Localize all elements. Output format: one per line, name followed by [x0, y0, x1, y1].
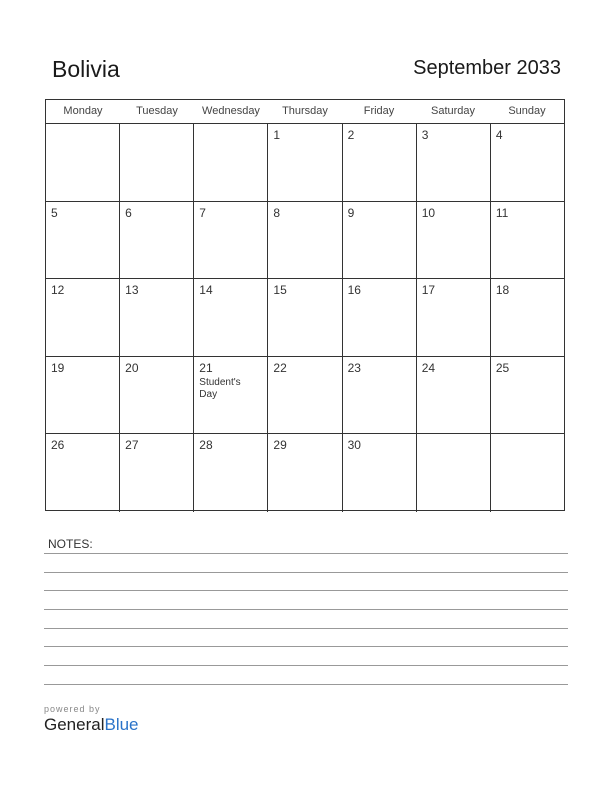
day-number: 17 — [421, 283, 436, 298]
note-line — [44, 665, 568, 666]
day-number: 4 — [495, 128, 503, 142]
day-number: 14 — [199, 283, 213, 298]
day-cell — [417, 202, 491, 279]
weekday-wednesday: Wednesday — [202, 105, 260, 117]
note-line — [44, 684, 568, 685]
week-row — [46, 357, 564, 435]
day-number: 19 — [51, 360, 65, 375]
weekday-thursday: Thursday — [282, 105, 328, 117]
holiday-label: Student's Day — [199, 376, 241, 400]
weekday-saturday: Saturday — [430, 105, 476, 117]
day-cell — [268, 279, 342, 356]
weekday-sunday: Sunday — [508, 105, 546, 117]
day-number: 24 — [421, 360, 436, 375]
weekday-tuesday: Tuesday — [136, 105, 178, 117]
powered-by-text: powered by — [44, 704, 101, 714]
day-cell — [491, 434, 564, 512]
day-cell — [343, 434, 417, 512]
note-line — [44, 572, 568, 573]
logo-blue: Blue — [104, 715, 139, 734]
day-number: 30 — [347, 438, 361, 453]
day-cell — [491, 202, 564, 279]
week-row — [46, 202, 564, 280]
day-number: 7 — [199, 205, 206, 220]
calendar-grid — [45, 99, 565, 511]
day-number: 10 — [421, 205, 436, 220]
day-cell — [194, 434, 268, 512]
day-number: 3 — [421, 128, 429, 142]
week-row — [46, 279, 564, 357]
day-cell — [491, 124, 564, 201]
day-cell — [491, 357, 564, 434]
notes-label: NOTES: — [48, 537, 93, 551]
day-cell — [268, 357, 342, 434]
day-number: 29 — [273, 438, 287, 453]
day-cell — [194, 357, 268, 434]
day-cell — [268, 434, 342, 512]
day-cell — [194, 124, 268, 201]
day-cell — [343, 202, 417, 279]
day-number: 21 — [199, 360, 213, 375]
day-cell — [417, 279, 491, 356]
day-number: 26 — [51, 438, 65, 453]
day-cell — [46, 434, 120, 512]
day-cell — [46, 357, 120, 434]
day-number: 27 — [125, 438, 139, 453]
day-cell — [120, 124, 194, 201]
logo-text — [44, 715, 139, 735]
day-number: 13 — [125, 283, 139, 298]
day-cell — [417, 124, 491, 201]
day-cell — [46, 279, 120, 356]
day-number: 11 — [495, 205, 509, 220]
day-number: 15 — [273, 283, 287, 298]
day-number: 16 — [347, 283, 361, 298]
day-number: 2 — [347, 128, 355, 142]
day-cell — [120, 434, 194, 512]
day-number: 20 — [125, 360, 139, 375]
day-number: 5 — [51, 205, 58, 220]
day-cell — [417, 357, 491, 434]
day-cell — [194, 279, 268, 356]
day-number: 22 — [273, 360, 287, 375]
day-cell — [46, 202, 120, 279]
day-cell — [343, 279, 417, 356]
week-row — [46, 434, 564, 512]
day-number: 25 — [495, 360, 510, 375]
weekday-monday: Monday — [63, 105, 103, 117]
day-number: 1 — [273, 128, 281, 142]
note-line — [44, 609, 568, 610]
day-cell — [417, 434, 491, 512]
day-cell — [268, 124, 342, 201]
generalblue-logo[interactable] — [44, 704, 139, 735]
day-cell — [120, 279, 194, 356]
weekday-header-row — [46, 100, 564, 124]
day-number: 6 — [125, 205, 132, 220]
logo-general: General — [44, 715, 105, 734]
note-line — [44, 628, 568, 629]
note-line — [44, 590, 568, 591]
day-number: 12 — [51, 283, 65, 298]
day-cell — [120, 202, 194, 279]
weekday-friday: Friday — [363, 105, 395, 117]
month-title: September 2033 — [413, 57, 561, 79]
day-cell — [343, 124, 417, 201]
day-number: 28 — [199, 438, 213, 453]
day-cell — [120, 357, 194, 434]
week-row — [46, 124, 564, 202]
day-cell — [194, 202, 268, 279]
country-title: Bolivia — [52, 56, 120, 82]
note-line — [44, 553, 568, 554]
day-number: 18 — [495, 283, 510, 298]
day-number: 8 — [273, 205, 281, 220]
day-cell — [491, 279, 564, 356]
day-number: 9 — [347, 205, 355, 220]
day-cell — [46, 124, 120, 201]
note-line — [44, 646, 568, 647]
day-cell — [268, 202, 342, 279]
day-cell — [343, 357, 417, 434]
day-number: 23 — [347, 360, 361, 375]
